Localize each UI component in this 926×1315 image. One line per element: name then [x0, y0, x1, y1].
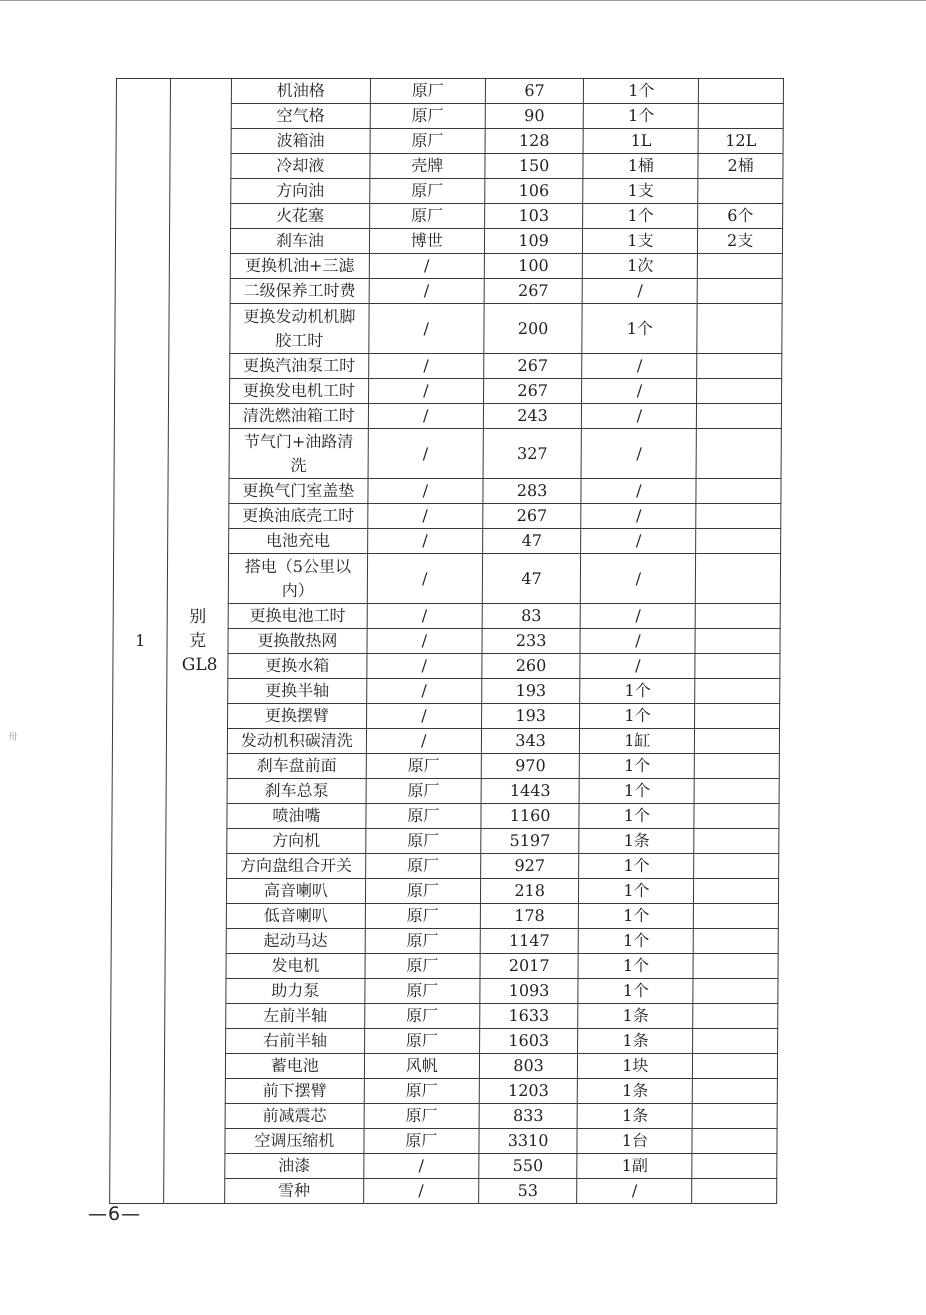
price-cell: 109	[484, 229, 583, 254]
unit-cell: /	[581, 479, 696, 504]
brand-cell: 原厂	[370, 129, 485, 154]
price-cell: 100	[484, 254, 583, 279]
item-name-cell: 低音喇叭	[226, 904, 365, 929]
note-cell	[697, 404, 782, 429]
note-cell	[695, 704, 780, 729]
brand-cell: 原厂	[365, 904, 480, 929]
item-name-cell: 刹车油	[230, 229, 369, 254]
unit-cell: 1个	[580, 779, 695, 804]
note-cell: 12L	[698, 129, 783, 154]
brand-cell: 原厂	[366, 779, 481, 804]
item-name-cell: 更换发动机机脚胶工时	[230, 304, 369, 354]
price-cell: 1093	[480, 979, 579, 1004]
price-cell: 267	[483, 354, 582, 379]
price-cell: 53	[478, 1179, 577, 1204]
price-cell: 218	[480, 879, 579, 904]
item-name-cell: 方向油	[231, 179, 370, 204]
brand-cell: 原厂	[370, 179, 485, 204]
price-cell: 233	[482, 629, 581, 654]
brand-cell: /	[368, 504, 483, 529]
unit-cell: 1个	[583, 204, 698, 229]
note-cell	[695, 729, 780, 754]
price-cell: 5197	[481, 829, 580, 854]
note-cell	[693, 1029, 778, 1054]
brand-cell: 原厂	[365, 879, 480, 904]
price-cell: 83	[482, 604, 581, 629]
brand-cell: /	[364, 1154, 479, 1179]
unit-cell: 1条	[579, 829, 694, 854]
item-name-cell: 二级保养工时费	[230, 279, 369, 304]
brand-cell: 壳牌	[370, 154, 485, 179]
unit-cell: /	[582, 404, 697, 429]
note-cell	[699, 79, 784, 104]
price-cell: 67	[485, 79, 584, 104]
note-cell: 2桶	[698, 154, 783, 179]
unit-cell: 1个	[578, 954, 693, 979]
note-cell	[699, 104, 784, 129]
item-name-cell: 喷油嘴	[227, 804, 366, 829]
note-cell	[694, 829, 779, 854]
item-name-cell: 发动机积碳清洗	[227, 729, 366, 754]
brand-cell: 原厂	[365, 979, 480, 1004]
brand-cell: /	[367, 529, 482, 554]
item-name-cell: 更换电池工时	[228, 604, 367, 629]
item-name-cell: 方向机	[227, 829, 366, 854]
price-cell: 1160	[481, 804, 580, 829]
unit-cell: 1个	[579, 904, 694, 929]
unit-cell: 1支	[583, 229, 698, 254]
brand-cell: 原厂	[370, 104, 485, 129]
note-cell	[693, 929, 778, 954]
note-cell	[693, 1079, 778, 1104]
note-cell	[695, 654, 780, 679]
unit-cell: 1个	[584, 104, 699, 129]
note-cell	[697, 379, 782, 404]
brand-cell: 原厂	[366, 854, 481, 879]
brand-cell: /	[368, 479, 483, 504]
note-cell	[696, 504, 781, 529]
brand-cell: 原厂	[364, 1129, 479, 1154]
price-cell: 90	[485, 104, 584, 129]
unit-cell: /	[580, 654, 695, 679]
price-cell: 1443	[481, 779, 580, 804]
price-cell: 260	[482, 654, 581, 679]
unit-cell: /	[580, 629, 695, 654]
price-cell: 193	[481, 679, 580, 704]
price-cell: 1633	[479, 1004, 578, 1029]
unit-cell: 1副	[577, 1154, 692, 1179]
price-cell: 3310	[479, 1129, 578, 1154]
item-name-cell: 更换散热网	[228, 629, 367, 654]
price-cell: 833	[479, 1104, 578, 1129]
item-name-cell: 更换半轴	[228, 679, 367, 704]
note-cell	[692, 1154, 777, 1179]
note-cell	[695, 754, 780, 779]
item-name-cell: 蓄电池	[225, 1054, 364, 1079]
item-name-cell: 更换机油+三滤	[230, 254, 369, 279]
note-cell	[694, 779, 779, 804]
note-cell	[696, 479, 781, 504]
note-cell	[694, 804, 779, 829]
vehicle-model-cell: 别克GL8	[164, 79, 231, 1204]
brand-cell: 原厂	[365, 929, 480, 954]
note-cell: 6个	[698, 204, 783, 229]
unit-cell: 1个	[580, 679, 695, 704]
item-name-cell: 电池充电	[228, 529, 367, 554]
unit-cell: 1缸	[580, 729, 695, 754]
unit-cell: /	[582, 429, 697, 479]
note-cell	[695, 629, 780, 654]
item-name-cell: 更换摆臂	[227, 704, 366, 729]
unit-cell: 1条	[578, 1104, 693, 1129]
page-number: —6—	[88, 1203, 142, 1225]
note-cell	[693, 979, 778, 1004]
item-name-cell: 机油格	[231, 79, 370, 104]
item-name-cell: 刹车盘前面	[227, 754, 366, 779]
unit-cell: 1个	[579, 929, 694, 954]
brand-cell: /	[367, 629, 482, 654]
price-cell: 150	[485, 154, 584, 179]
price-cell: 1203	[479, 1079, 578, 1104]
item-name-cell: 清洗燃油箱工时	[229, 404, 368, 429]
brand-cell: /	[364, 1179, 479, 1204]
price-cell: 103	[484, 204, 583, 229]
item-name-cell: 助力泵	[226, 979, 365, 1004]
unit-cell: /	[582, 354, 697, 379]
brand-cell: /	[367, 679, 482, 704]
price-cell: 178	[480, 904, 579, 929]
unit-cell: 1个	[584, 79, 699, 104]
brand-cell: 博世	[369, 229, 484, 254]
item-name-cell: 更换油底壳工时	[229, 504, 368, 529]
item-name-cell: 更换发电机工时	[229, 379, 368, 404]
note-cell	[693, 954, 778, 979]
item-name-cell: 右前半轴	[225, 1029, 364, 1054]
brand-cell: /	[369, 304, 484, 354]
note-cell	[696, 529, 781, 554]
brand-cell: 原厂	[370, 79, 485, 104]
brand-cell: /	[369, 279, 484, 304]
item-name-cell: 起动马达	[226, 929, 365, 954]
unit-cell: /	[583, 279, 698, 304]
parts-price-table	[109, 78, 784, 1204]
note-cell	[694, 854, 779, 879]
unit-cell: 1支	[583, 179, 698, 204]
item-name-cell: 高音喇叭	[226, 879, 365, 904]
brand-cell: /	[367, 654, 482, 679]
unit-cell: 1个	[579, 804, 694, 829]
brand-cell: /	[368, 404, 483, 429]
item-name-cell: 刹车总泵	[227, 779, 366, 804]
unit-cell: 1个	[580, 754, 695, 779]
item-name-cell: 发电机	[226, 954, 365, 979]
price-cell: 2017	[480, 954, 579, 979]
price-cell: 243	[483, 404, 582, 429]
item-name-cell: 方向盘组合开关	[226, 854, 365, 879]
note-cell	[695, 604, 780, 629]
note-cell	[692, 1129, 777, 1154]
brand-cell: 原厂	[366, 804, 481, 829]
brand-cell: 原厂	[365, 954, 480, 979]
brand-cell: 原厂	[369, 204, 484, 229]
unit-cell: 1个	[580, 704, 695, 729]
unit-cell: /	[581, 504, 696, 529]
unit-cell: 1次	[583, 254, 698, 279]
item-name-cell: 空调压缩机	[225, 1129, 364, 1154]
item-name-cell: 冷却液	[231, 154, 370, 179]
item-name-cell: 火花塞	[230, 204, 369, 229]
unit-cell: 1个	[578, 979, 693, 1004]
unit-cell: 1块	[578, 1054, 693, 1079]
item-name-cell: 油漆	[225, 1154, 364, 1179]
margin-mark: 卅	[8, 732, 18, 743]
price-cell: 1603	[479, 1029, 578, 1054]
item-name-cell: 波箱油	[231, 129, 370, 154]
price-cell: 106	[484, 179, 583, 204]
unit-cell: /	[582, 379, 697, 404]
brand-cell: 原厂	[364, 1029, 479, 1054]
brand-cell: /	[367, 604, 482, 629]
note-cell	[695, 679, 780, 704]
seq-number-cell: 1	[110, 79, 171, 1204]
brand-cell: 原厂	[366, 829, 481, 854]
brand-cell: /	[366, 704, 481, 729]
unit-cell: 1个	[582, 304, 697, 354]
price-cell: 267	[482, 504, 581, 529]
price-cell: 803	[479, 1054, 578, 1079]
brand-cell: 原厂	[366, 754, 481, 779]
note-cell	[696, 429, 781, 479]
unit-cell: 1台	[577, 1129, 692, 1154]
price-cell: 200	[484, 304, 583, 354]
brand-cell: /	[367, 554, 482, 604]
brand-cell: 原厂	[364, 1079, 479, 1104]
price-cell: 193	[481, 704, 580, 729]
price-cell: 283	[483, 479, 582, 504]
item-name-cell: 搭电（5公里以内）	[228, 554, 367, 604]
note-cell	[698, 254, 783, 279]
note-cell	[694, 904, 779, 929]
unit-cell: 1个	[579, 879, 694, 904]
price-cell: 550	[479, 1154, 578, 1179]
unit-cell: 1桶	[583, 154, 698, 179]
item-name-cell: 节气门+油路清洗	[229, 429, 368, 479]
item-name-cell: 更换水箱	[228, 654, 367, 679]
unit-cell: 1条	[578, 1079, 693, 1104]
brand-cell: 原厂	[365, 1004, 480, 1029]
note-cell	[697, 279, 782, 304]
note-cell	[693, 1054, 778, 1079]
brand-cell: 原厂	[364, 1104, 479, 1129]
price-cell: 343	[481, 729, 580, 754]
price-cell: 970	[481, 754, 580, 779]
note-cell	[694, 879, 779, 904]
brand-cell: 风帆	[364, 1054, 479, 1079]
price-cell: 47	[482, 554, 581, 604]
item-name-cell: 空气格	[231, 104, 370, 129]
item-name-cell: 前下摆臂	[225, 1079, 364, 1104]
note-cell	[692, 1104, 777, 1129]
unit-cell: /	[581, 529, 696, 554]
note-cell: 2支	[698, 229, 783, 254]
unit-cell: 1个	[579, 854, 694, 879]
note-cell	[698, 179, 783, 204]
brand-cell: /	[368, 379, 483, 404]
note-cell	[693, 1004, 778, 1029]
price-cell: 267	[484, 279, 583, 304]
unit-cell: 1条	[578, 1004, 693, 1029]
item-name-cell: 雪种	[224, 1179, 363, 1204]
scan-edge-line	[0, 0, 926, 1]
item-name-cell: 左前半轴	[226, 1004, 365, 1029]
note-cell	[697, 354, 782, 379]
unit-cell: /	[581, 604, 696, 629]
brand-cell: /	[369, 354, 484, 379]
price-cell: 267	[483, 379, 582, 404]
unit-cell: 1条	[578, 1029, 693, 1054]
note-cell	[696, 554, 781, 604]
brand-cell: /	[368, 429, 483, 479]
price-cell: 47	[482, 529, 581, 554]
unit-cell: 1L	[584, 129, 699, 154]
note-cell	[697, 304, 782, 354]
price-cell: 128	[485, 129, 584, 154]
item-name-cell: 更换气门室盖垫	[229, 479, 368, 504]
note-cell	[692, 1179, 777, 1204]
price-cell: 927	[480, 854, 579, 879]
price-cell: 1147	[480, 929, 579, 954]
table-row	[116, 79, 783, 104]
unit-cell: /	[577, 1179, 692, 1204]
brand-cell: /	[369, 254, 484, 279]
table-body	[110, 79, 784, 1204]
unit-cell: /	[581, 554, 696, 604]
item-name-cell: 前减震芯	[225, 1104, 364, 1129]
price-cell: 327	[483, 429, 582, 479]
item-name-cell: 更换汽油泵工时	[230, 354, 369, 379]
brand-cell: /	[366, 729, 481, 754]
